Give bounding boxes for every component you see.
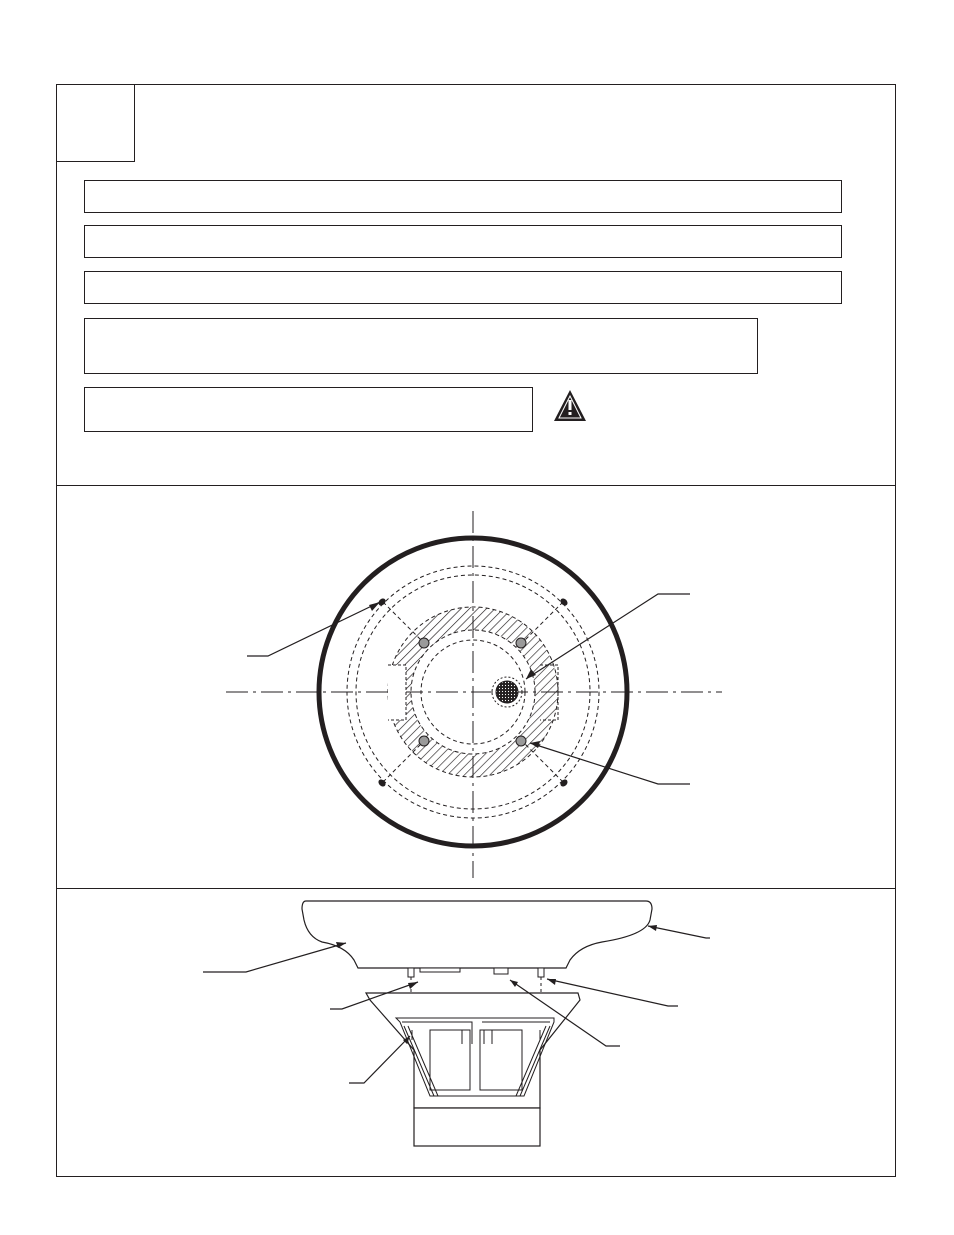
- fixture-base: [414, 1108, 540, 1146]
- canopy-side: [302, 901, 652, 968]
- leader-right-upper: [648, 926, 710, 938]
- canopy-tabs: [408, 968, 544, 977]
- leader-left-lower: [349, 1036, 410, 1083]
- fixture-body: [366, 993, 580, 1108]
- leader-left-upper: [203, 943, 346, 972]
